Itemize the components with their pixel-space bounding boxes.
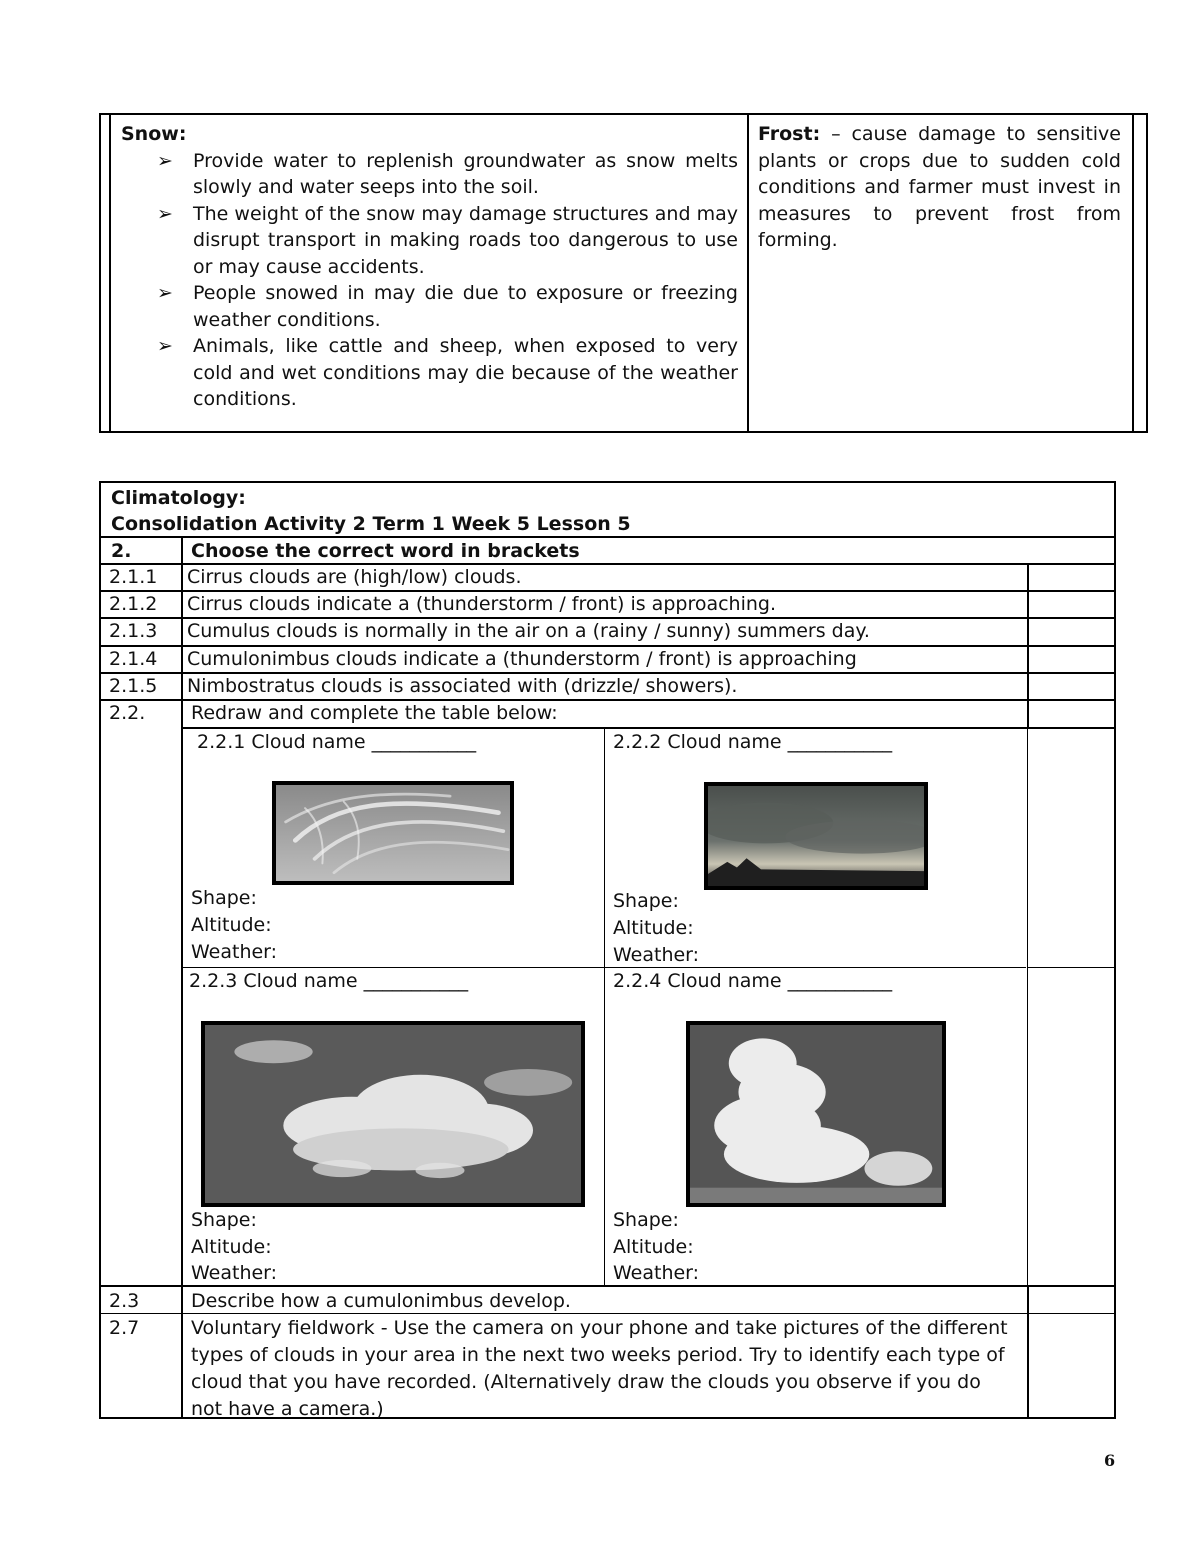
shape-label: Shape: (613, 890, 679, 912)
section-number: 2. (111, 540, 132, 562)
altitude-label: Altitude: (613, 1236, 694, 1258)
question-number: 2.1.3 (109, 620, 158, 642)
cloud-name-label: 2.2.1 Cloud name ___________ (197, 731, 477, 753)
column-divider (1027, 1285, 1029, 1417)
frost-section (758, 121, 1121, 254)
activity-table (99, 481, 1116, 1419)
question-number: 2.1.1 (109, 566, 158, 588)
snow-section (121, 121, 738, 413)
shape-label: Shape: (191, 887, 257, 909)
weather-label: Weather: (613, 1262, 700, 1284)
column-divider (181, 536, 183, 1417)
question-text: Cumulonimbus clouds indicate a (thunderstorm / front) is approaching (187, 648, 857, 670)
cumulonimbus-cloud-photo (686, 1021, 946, 1207)
list-item: ➢ Provide water to replenish groundwater as snow melts slowly and water seeps into the soil. (157, 149, 738, 198)
question-number: 2.1.5 (109, 675, 158, 697)
activity-subtitle: Consolidation Activity 2 Term 1 Week 5 Lesson 5 (111, 513, 631, 535)
question-number: 2.3 (109, 1290, 140, 1312)
column-divider (1027, 563, 1029, 728)
row-divider (1028, 967, 1114, 968)
list-item: ➢ People snowed in may die due to exposure or freezing weather conditions. (157, 282, 738, 331)
snow-list (121, 148, 738, 413)
question-text: Nimbostratus clouds is associated with (drizzle/ showers). (187, 675, 738, 697)
question-number: 2.1.2 (109, 593, 158, 615)
question-number: 2.1.4 (109, 648, 158, 670)
page-number: 6 (1104, 1451, 1116, 1470)
altitude-label: Altitude: (191, 914, 272, 936)
question-text: Cirrus clouds are (high/low) clouds. (187, 566, 522, 588)
altitude-label: Altitude: (191, 1236, 272, 1258)
weather-label: Weather: (191, 941, 278, 963)
question-text: Describe how a cumulonimbus develop. (191, 1290, 571, 1312)
activity-title: Climatology: (111, 487, 246, 509)
bullet-arrow-icon: ➢ (157, 202, 173, 225)
weather-label: Weather: (613, 944, 700, 966)
bullet-arrow-icon: ➢ (157, 149, 173, 172)
column-divider (604, 727, 605, 1287)
cloud-name-label: 2.2.4 Cloud name ___________ (613, 970, 893, 992)
cloud-name-label: 2.2.2 Cloud name ___________ (613, 731, 893, 753)
snow-heading: Snow: (121, 123, 187, 145)
section-title: Choose the correct word in brackets (191, 540, 580, 562)
snow-frost-table (99, 113, 1148, 433)
column-divider (1027, 727, 1028, 1287)
cloud-name-label: 2.2.3 Cloud name ___________ (189, 970, 469, 992)
cumulus-cloud-photo (201, 1021, 585, 1207)
cirrus-cloud-photo (272, 781, 514, 885)
question-number: 2.7 (109, 1317, 140, 1339)
bullet-arrow-icon: ➢ (157, 335, 173, 357)
shape-label: Shape: (191, 1209, 257, 1231)
question-text: Cumulus clouds is normally in the air on a (rainy / sunny) summers day. (187, 620, 870, 642)
question-text: Voluntary fieldwork - Use the camera on your phone and take pictures of the different types of clouds in your area in the next two weeks period. Try to identify each type of cloud that you have recorded. (Alternatively draw the clouds you observe if you do not have a camera.) (191, 1317, 1008, 1420)
table-border (1132, 115, 1134, 431)
altitude-label: Altitude: (613, 917, 694, 939)
bullet-arrow-icon: ➢ (157, 282, 173, 304)
weather-label: Weather: (191, 1262, 278, 1284)
table-border (109, 115, 111, 431)
shape-label: Shape: (613, 1209, 679, 1231)
question-text: Redraw and complete the table below: (191, 702, 558, 724)
list-item: ➢ Animals, like cattle and sheep, when exposed to very cold and wet conditions may die because of the weather conditions. (157, 335, 738, 410)
table-divider (747, 115, 749, 431)
question-number: 2.2. (109, 702, 146, 724)
frost-text: – cause damage to sensitive plants or crops due to sudden cold conditions and farmer must invest in measures to prevent frost from forming. (758, 123, 1121, 251)
frost-heading: Frost: (758, 123, 821, 145)
question-text: Cirrus clouds indicate a (thunderstorm / front) is approaching. (187, 593, 777, 615)
list-item: ➢ The weight of the snow may damage structures and may disrupt transport in making roads too dangerous to use or may cause accidents. (157, 202, 738, 278)
nimbostratus-cloud-photo (704, 782, 928, 890)
